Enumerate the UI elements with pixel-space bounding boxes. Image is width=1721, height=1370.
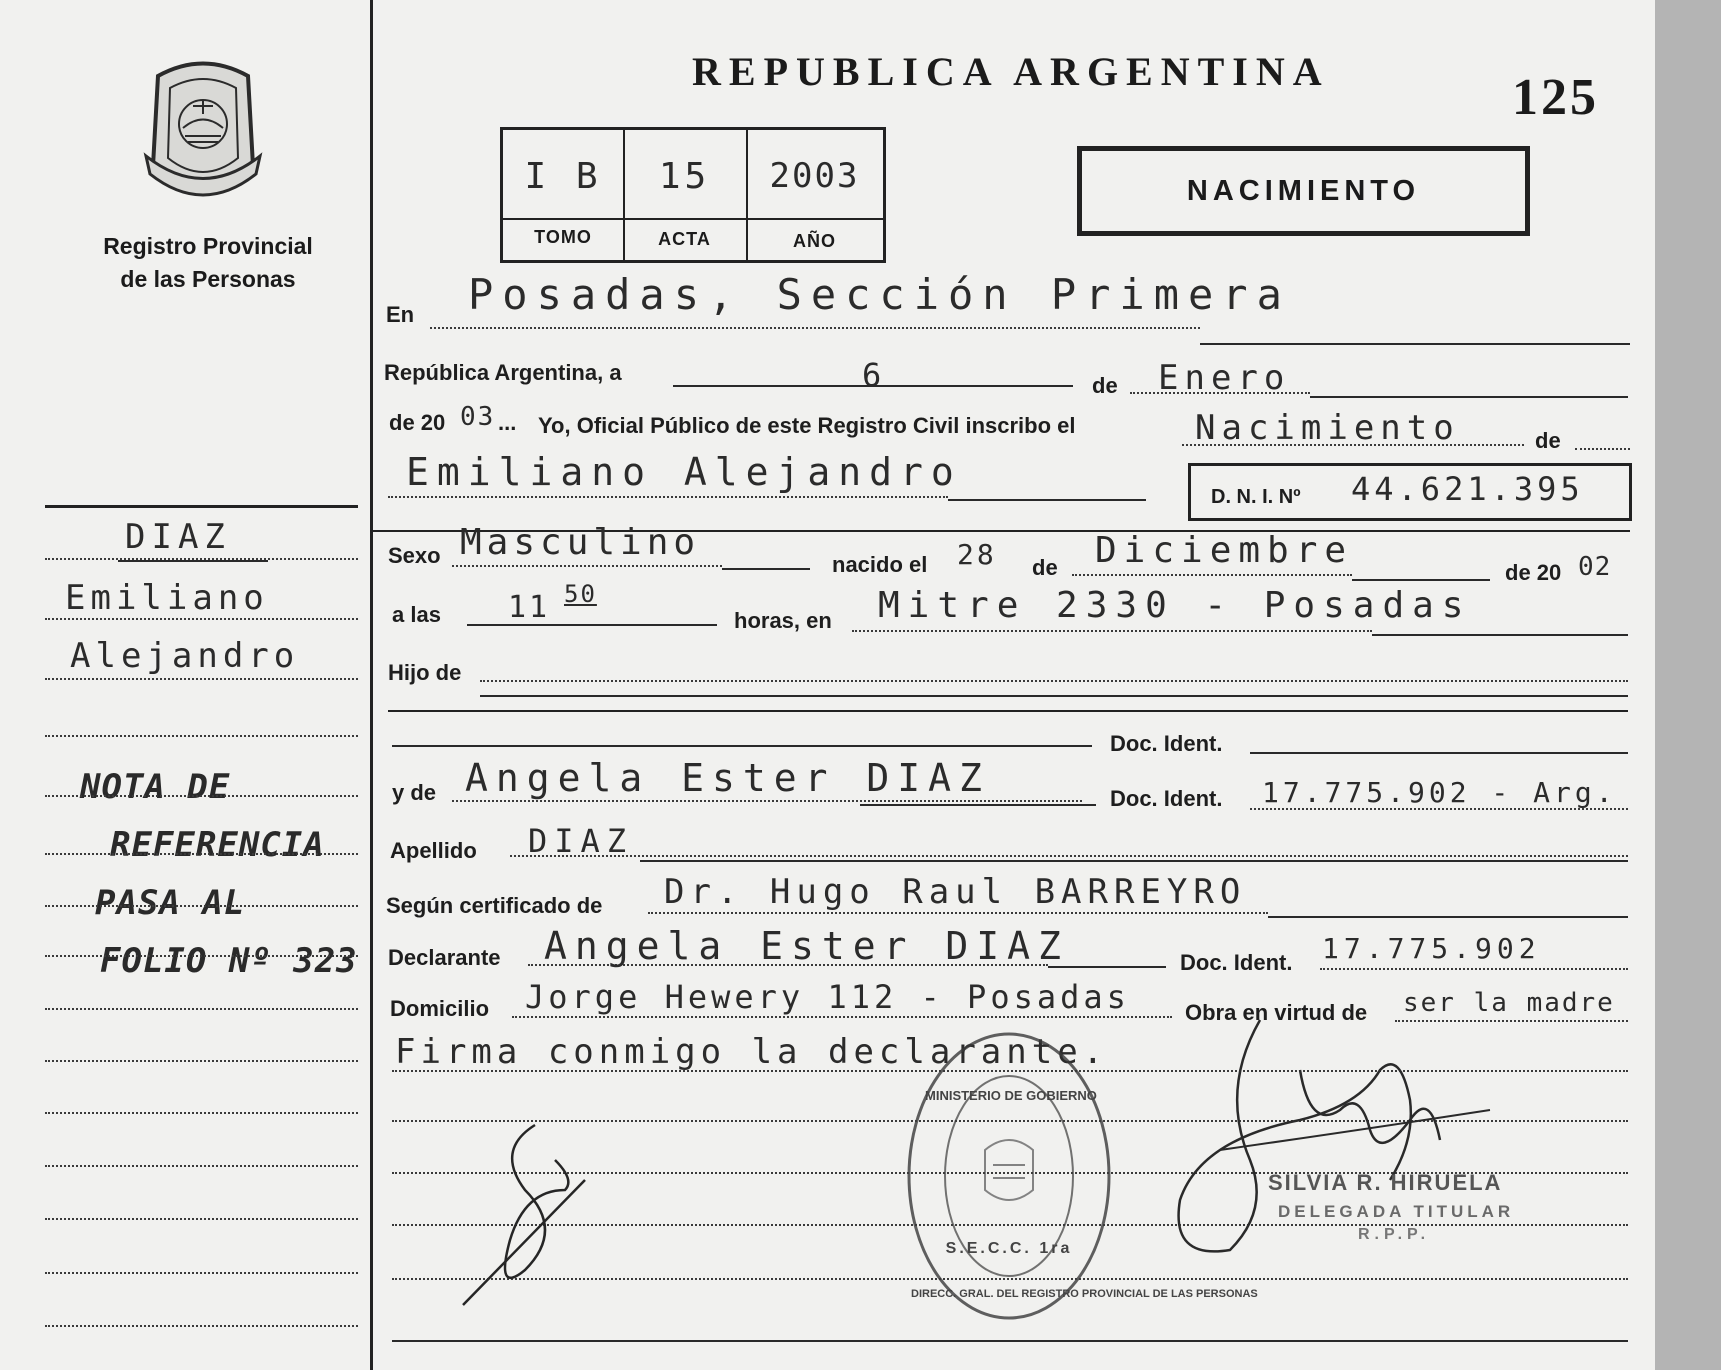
declarant-signature-mark <box>455 1120 605 1310</box>
margin-rule <box>45 505 358 508</box>
field-line <box>388 496 948 498</box>
label-de-3: de <box>1032 555 1058 580</box>
field-line <box>1320 968 1628 970</box>
index-divider <box>503 218 883 220</box>
field-address: Jorge Hewery 112 - Posadas <box>525 978 1130 1016</box>
anio-label: AÑO <box>793 231 836 251</box>
label-de-year: de 20 <box>389 410 446 435</box>
field-line <box>452 800 1082 802</box>
field-line <box>722 568 810 570</box>
label-en: En <box>386 302 415 327</box>
field-birth-year-suffix: 02 <box>1578 552 1612 582</box>
field-birth-day: 28 <box>957 538 997 571</box>
field-line <box>392 745 1092 747</box>
label-yo-oficial: Yo, Oficial Público de este Registro Civil inscribo el <box>538 413 1076 438</box>
field-dni: 44.621.395 <box>1351 470 1584 508</box>
field-full-name: Emiliano Alejandro <box>406 450 962 494</box>
label-sexo: Sexo <box>388 543 441 568</box>
field-line <box>512 1016 1172 1018</box>
field-line <box>467 624 717 626</box>
field-month: Enero <box>1158 358 1291 398</box>
label-y-de: y de <box>392 780 437 805</box>
label-a-las: a las <box>392 602 441 627</box>
label-doc-ident-3: Doc. Ident. <box>1180 950 1293 975</box>
label-doc-ident-2: Doc. Ident. <box>1110 786 1223 811</box>
field-line <box>852 630 1372 632</box>
field-line <box>648 912 1268 914</box>
dni-box <box>1188 463 1632 521</box>
margin-surname-underline <box>118 560 268 562</box>
field-line <box>388 710 1628 712</box>
margin-surname: DIAZ <box>125 517 231 557</box>
field-declarant-doc: 17.775.902 <box>1322 932 1541 965</box>
field-birth-month: Diciembre <box>1095 530 1354 571</box>
label-declarante: Declarante <box>388 945 501 970</box>
margin-dots <box>45 795 358 797</box>
margin-dots <box>45 955 358 957</box>
field-mother: Angela Ester DIAZ <box>465 756 990 800</box>
label-doc-ident: Doc. Ident. <box>1110 731 1223 756</box>
official-stamp <box>905 1030 1258 1322</box>
field-line <box>860 804 1096 806</box>
margin-dots <box>45 1060 358 1062</box>
office-title <box>88 230 328 296</box>
margin-dots <box>45 1112 358 1114</box>
field-line <box>948 499 1146 501</box>
acta-label: ACTA <box>658 229 711 249</box>
record-type-box: NACIMIENTO <box>1077 146 1530 236</box>
stamp-inner-text: MINISTERIO DE GOBIERNO <box>925 1088 1097 1103</box>
field-mother-doc: 17.775.902 - Arg. <box>1262 776 1617 809</box>
label-apellido: Apellido <box>390 838 477 863</box>
margin-name-1: Emiliano <box>65 578 269 618</box>
field-line <box>1268 916 1628 918</box>
note-line-2: REFERENCIA <box>110 825 325 865</box>
margin-dots <box>45 618 358 620</box>
label-horas-en: horas, en <box>734 608 832 633</box>
official-signature <box>1160 1010 1503 1260</box>
column-divider <box>370 0 373 1370</box>
label-de-year-2: de 20 <box>1505 560 1562 585</box>
field-line <box>1250 752 1628 754</box>
signature-name: SILVIA R. HIRUELA <box>1268 1170 1503 1195</box>
margin-name-2: Alejandro <box>70 636 300 676</box>
field-day: 6 <box>862 356 888 394</box>
margin-dots <box>45 1008 358 1010</box>
note-line-4: FOLIO Nº 323 <box>100 941 358 981</box>
field-hour: 11 <box>508 590 551 625</box>
field-sex: Masculino <box>460 522 701 563</box>
field-line <box>1372 634 1628 636</box>
field-line <box>480 695 1628 697</box>
office-line-2: de las Personas <box>120 266 296 292</box>
stamp-ring-text: DIRECC. GRAL. DEL REGISTRO PROVINCIAL DE LAS PERSONAS <box>911 1288 1258 1300</box>
field-surname: DIAZ <box>528 822 634 860</box>
label-de: de <box>1092 373 1118 398</box>
field-line <box>1200 343 1630 345</box>
note-line-1: NOTA DE <box>80 767 231 807</box>
margin-dots <box>45 1165 358 1167</box>
official-stamp-graphic <box>905 1030 1258 1322</box>
acta-value: 15 <box>658 156 711 197</box>
label-republica: República Argentina, a <box>384 360 622 385</box>
signature-title: DELEGADA TITULAR <box>1278 1202 1515 1221</box>
field-line <box>1352 579 1490 581</box>
office-line-1: Registro Provincial <box>103 233 313 259</box>
margin-dots <box>45 1325 358 1327</box>
field-declarant: Angela Ester DIAZ <box>544 924 1069 968</box>
field-capacity: ser la madre <box>1403 988 1615 1018</box>
field-line <box>1575 448 1630 450</box>
label-obra: Obra en virtud de <box>1185 1000 1368 1025</box>
tomo-value: I B <box>524 156 602 197</box>
misiones-seal-icon <box>138 56 268 206</box>
tomo-label: TOMO <box>534 227 592 247</box>
field-remark: Firma conmigo la declarante. <box>395 1032 1109 1072</box>
label-nacido: nacido el <box>832 552 928 577</box>
signature-office: R.P.P. <box>1358 1226 1431 1243</box>
registry-index-box <box>500 127 886 263</box>
field-line <box>452 565 722 567</box>
margin-dots <box>45 1272 358 1274</box>
margin-dots <box>45 905 358 907</box>
margin-dots <box>45 678 358 680</box>
label-domicilio: Domicilio <box>390 996 490 1021</box>
anio-value: 2003 <box>769 156 860 196</box>
label-de-2: de <box>1535 428 1561 453</box>
note-line-3: PASA AL <box>95 883 246 923</box>
margin-dots <box>45 558 358 560</box>
field-line <box>1310 396 1628 398</box>
label-dni: D. N. I. Nº <box>1211 486 1301 508</box>
field-line <box>640 860 1628 862</box>
stamp-bottom-text: S.E.C.C. 1ra <box>945 1240 1073 1257</box>
year-dots: ... <box>498 410 517 435</box>
country-title: REPUBLICA ARGENTINA <box>692 49 1330 94</box>
margin-dots <box>45 735 358 737</box>
label-segun: Según certificado de <box>386 893 603 918</box>
field-line <box>1072 574 1352 576</box>
label-hijo-de: Hijo de <box>388 660 462 685</box>
field-minutes: 50 <box>564 580 597 608</box>
field-line <box>430 327 1200 329</box>
field-line <box>480 680 1628 682</box>
field-line <box>392 1340 1628 1342</box>
scan-margin <box>1655 0 1721 1370</box>
field-year-suffix: 03 <box>460 402 496 432</box>
field-birth-place: Mitre 2330 - Posadas <box>878 585 1472 626</box>
field-line <box>510 855 1628 857</box>
field-event: Nacimiento <box>1195 408 1460 448</box>
field-doctor: Dr. Hugo Raul BARREYRO <box>664 872 1247 912</box>
field-place: Posadas, Sección Primera <box>468 270 1291 319</box>
margin-dots <box>45 1218 358 1220</box>
folio-number: 125 <box>1512 69 1599 126</box>
margin-dots <box>45 853 358 855</box>
